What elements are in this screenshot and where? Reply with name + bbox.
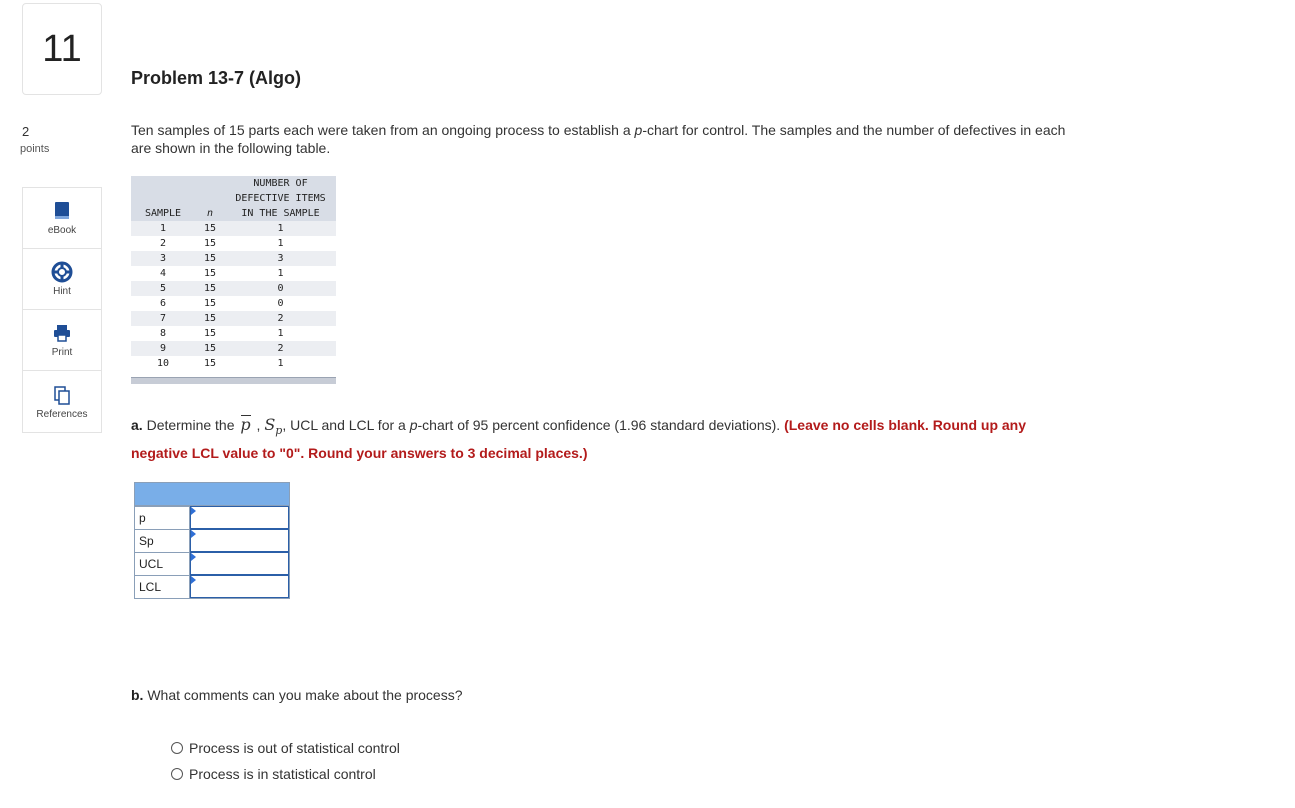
lifebuoy-icon <box>51 261 73 283</box>
table-row <box>131 251 336 266</box>
table-scrollbar <box>131 377 336 384</box>
print-button[interactable] <box>23 310 101 371</box>
n-cell: 15 <box>195 296 225 311</box>
answer-label-sp: Sp <box>135 529 190 552</box>
sample-cell: 1 <box>131 221 195 236</box>
answer-table-header <box>135 483 289 506</box>
option-label: Process is out of statistical control <box>189 740 400 756</box>
intro-text-2: -chart for control. The samples and the number of defectives in each are shown in the following table. <box>131 122 1066 156</box>
defectives-cell: 2 <box>225 311 336 326</box>
problem-title: Problem 13-7 (Algo) <box>131 68 302 88</box>
p-bar-symbol: p <box>240 415 251 434</box>
defectives-cell: 1 <box>225 326 336 341</box>
defectives-cell: 0 <box>225 296 336 311</box>
part-b-label: b. <box>131 687 144 703</box>
part-b-question: b. What comments can you make about the process? <box>131 687 463 703</box>
col-header-defectives: NUMBER OF DEFECTIVE ITEMS IN THE SAMPLE <box>225 176 336 221</box>
printer-icon <box>51 322 73 344</box>
n-cell: 15 <box>195 236 225 251</box>
table-row <box>131 281 336 296</box>
answer-table <box>134 482 290 599</box>
option-in-control[interactable] <box>171 766 376 782</box>
print-label: Print <box>51 347 73 358</box>
answer-input-lcl[interactable] <box>190 575 289 598</box>
n-cell: 15 <box>195 341 225 356</box>
defectives-cell: 1 <box>225 236 336 251</box>
table-row <box>131 266 336 281</box>
option-label: Process is in statistical control <box>189 766 376 782</box>
answer-row-sp <box>135 529 289 552</box>
answer-input-p[interactable] <box>190 506 289 529</box>
table-row <box>131 221 336 236</box>
n-cell: 15 <box>195 251 225 266</box>
answer-label-p: p <box>135 506 190 529</box>
part-a-question: a. Determine the p , $S_p$, UCL and LCL for a p-chart of 95 percent confidence (1.96 standard deviations). (Leave no cells blank. Round up any negative LCL value to "0". Round your answers to 3 decimal places.) <box>131 415 1027 462</box>
answer-row-lcl <box>135 575 289 598</box>
sample-cell: 7 <box>131 311 195 326</box>
n-cell: 15 <box>195 356 225 371</box>
tool-panel <box>22 187 102 433</box>
defectives-cell: 2 <box>225 341 336 356</box>
intro-p-italic: p <box>634 122 643 138</box>
ebook-label: eBook <box>47 225 77 236</box>
intro-text-1: Ten samples of 15 parts each were taken from an ongoing process to establish a <box>131 122 635 138</box>
answer-row-p <box>135 506 289 529</box>
defectives-cell: 1 <box>225 221 336 236</box>
col-header-sample: SAMPLE <box>131 176 195 221</box>
table-row <box>131 341 336 356</box>
problem-intro <box>131 121 1081 157</box>
defectives-cell: 3 <box>225 251 336 266</box>
answer-input-sp[interactable] <box>190 529 289 552</box>
documents-icon <box>51 384 73 406</box>
table-row <box>131 356 336 371</box>
points-value: 2 <box>22 124 30 139</box>
radio-button[interactable] <box>171 768 183 780</box>
references-button[interactable] <box>23 371 101 432</box>
n-cell: 15 <box>195 326 225 341</box>
n-cell: 15 <box>195 311 225 326</box>
option-out-of-control[interactable] <box>171 740 400 756</box>
table-row <box>131 311 336 326</box>
answer-label-lcl: LCL <box>135 575 190 598</box>
table-row <box>131 296 336 311</box>
sample-cell: 4 <box>131 266 195 281</box>
sp-symbol: $S_p$ <box>264 415 283 438</box>
sample-cell: 9 <box>131 341 195 356</box>
sample-cell: 5 <box>131 281 195 296</box>
references-label: References <box>36 408 88 420</box>
ebook-button[interactable] <box>23 188 101 249</box>
sample-cell: 2 <box>131 236 195 251</box>
table-row <box>131 236 336 251</box>
sample-cell: 6 <box>131 296 195 311</box>
part-a-label: a. <box>131 417 143 433</box>
n-cell: 15 <box>195 281 225 296</box>
defectives-cell: 0 <box>225 281 336 296</box>
defects-data-table <box>131 176 336 371</box>
n-cell: 15 <box>195 266 225 281</box>
table-row <box>131 326 336 341</box>
answer-row-ucl <box>135 552 289 575</box>
part-a-instruction: (Leave no cells blank. Round up any negative LCL value to "0". Round your answers to 3 decimal places.) <box>131 417 1027 462</box>
sample-cell: 3 <box>131 251 195 266</box>
answer-input-ucl[interactable] <box>190 552 289 575</box>
question-number: 11 <box>22 3 102 95</box>
hint-label: Hint <box>53 286 71 297</box>
points-label: points <box>20 143 50 155</box>
book-icon <box>51 200 73 222</box>
sample-cell: 8 <box>131 326 195 341</box>
defectives-cell: 1 <box>225 266 336 281</box>
radio-button[interactable] <box>171 742 183 754</box>
defectives-cell: 1 <box>225 356 336 371</box>
n-cell: 15 <box>195 221 225 236</box>
hint-button[interactable] <box>23 249 101 310</box>
answer-label-ucl: UCL <box>135 552 190 575</box>
col-header-n: n <box>195 176 225 221</box>
sample-cell: 10 <box>131 356 195 371</box>
